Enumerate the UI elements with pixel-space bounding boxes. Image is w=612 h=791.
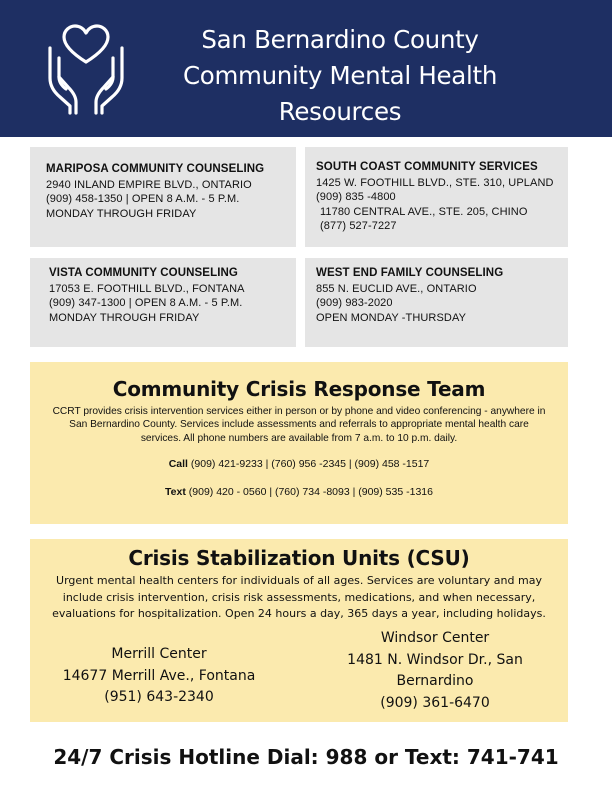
title-line-1: San Bernardino County <box>201 25 479 54</box>
location-days: MONDAY THROUGH FRIDAY <box>46 207 197 220</box>
location-phone: (909) 835 -4800 <box>316 191 396 203</box>
location-days: MONDAY THROUGH FRIDAY <box>49 311 200 324</box>
call-numbers: (909) 421-9233 | (760) 956 -2345 | (909) 458 -1517 <box>190 457 430 470</box>
csu-section <box>30 539 568 722</box>
location-card-south-coast <box>305 147 568 247</box>
center-address-2: Bernardino <box>396 673 474 689</box>
csu-description: Urgent mental health centers for individuals of all ages. Services are voluntary and may include crisis intervention, crisis risk assessments, medications, and when necessary, evaluations for hospitalization. Open 24 hours a day, 365 days a year, including holidays. <box>52 574 546 620</box>
header-banner <box>0 0 612 137</box>
location-name: SOUTH COAST COMMUNITY SERVICES <box>316 161 538 173</box>
csu-title: Crisis Stabilization Units (CSU) <box>128 546 470 570</box>
location-card-vista <box>30 258 296 347</box>
location-name: VISTA COMMUNITY COUNSELING <box>49 267 238 279</box>
merrill-center <box>50 644 268 709</box>
location-name: MARIPOSA COMMUNITY COUNSELING <box>46 163 265 175</box>
title-line-3: Resources <box>278 97 402 126</box>
text-numbers: (909) 420 - 0560 | (760) 734 -8093 | (909) 535 -1316 <box>188 485 433 498</box>
location-phone: (909) 983-2020 <box>316 297 393 309</box>
ccrt-call-line <box>30 457 568 471</box>
location-address: 1425 W. FOOTHILL BLVD., STE. 310, UPLAND <box>316 176 554 189</box>
location-days: OPEN MONDAY -THURSDAY <box>316 311 467 324</box>
location-phone-hours: (909) 347-1300 | OPEN 8 A.M. - 5 P.M. <box>49 297 243 309</box>
center-name: Windsor Center <box>380 630 490 646</box>
location-card-mariposa <box>30 147 296 247</box>
ccrt-section <box>30 362 568 524</box>
location-address: 2940 INLAND EMPIRE BLVD., ONTARIO <box>46 178 252 191</box>
center-address: 14677 Merrill Ave., Fontana <box>62 667 256 684</box>
hands-heart-icon <box>40 22 132 116</box>
location-address: 17053 E. FOOTHILL BLVD., FONTANA <box>49 282 245 295</box>
windsor-center <box>335 628 535 714</box>
location-phone-2: (877) 527-7227 <box>320 220 397 232</box>
ccrt-text-line <box>30 485 568 499</box>
center-phone: (951) 643-2340 <box>104 689 214 705</box>
crisis-hotline: 24/7 Crisis Hotline Dial: 988 or Text: 741-741 <box>53 745 559 769</box>
center-phone: (909) 361-6470 <box>380 694 490 711</box>
location-address: 855 N. EUCLID AVE., ONTARIO <box>316 282 477 295</box>
call-label: Call <box>168 457 188 470</box>
location-phone-hours: (909) 458-1350 | OPEN 8 A.M. - 5 P.M. <box>46 193 240 205</box>
location-name: WEST END FAMILY COUNSELING <box>316 267 504 279</box>
ccrt-description: CCRT provides crisis intervention services either in person or by phone and video conferencing - anywhere in San Bernardino County. Services include assessments and referrals to appropriate mental health care services. All phone numbers are available from 7 a.m. to 10 p.m. daily. <box>52 406 546 444</box>
location-card-west-end <box>305 258 568 347</box>
ccrt-title: Community Crisis Response Team <box>112 377 486 401</box>
page-title <box>140 22 540 130</box>
title-line-2: Community Mental Health <box>182 61 498 90</box>
location-address-2: 11780 CENTRAL AVE., STE. 205, CHINO <box>320 205 528 218</box>
center-address: 1481 N. Windsor Dr., San <box>347 651 523 668</box>
center-name: Merrill Center <box>111 646 207 662</box>
text-label: Text <box>165 485 186 498</box>
